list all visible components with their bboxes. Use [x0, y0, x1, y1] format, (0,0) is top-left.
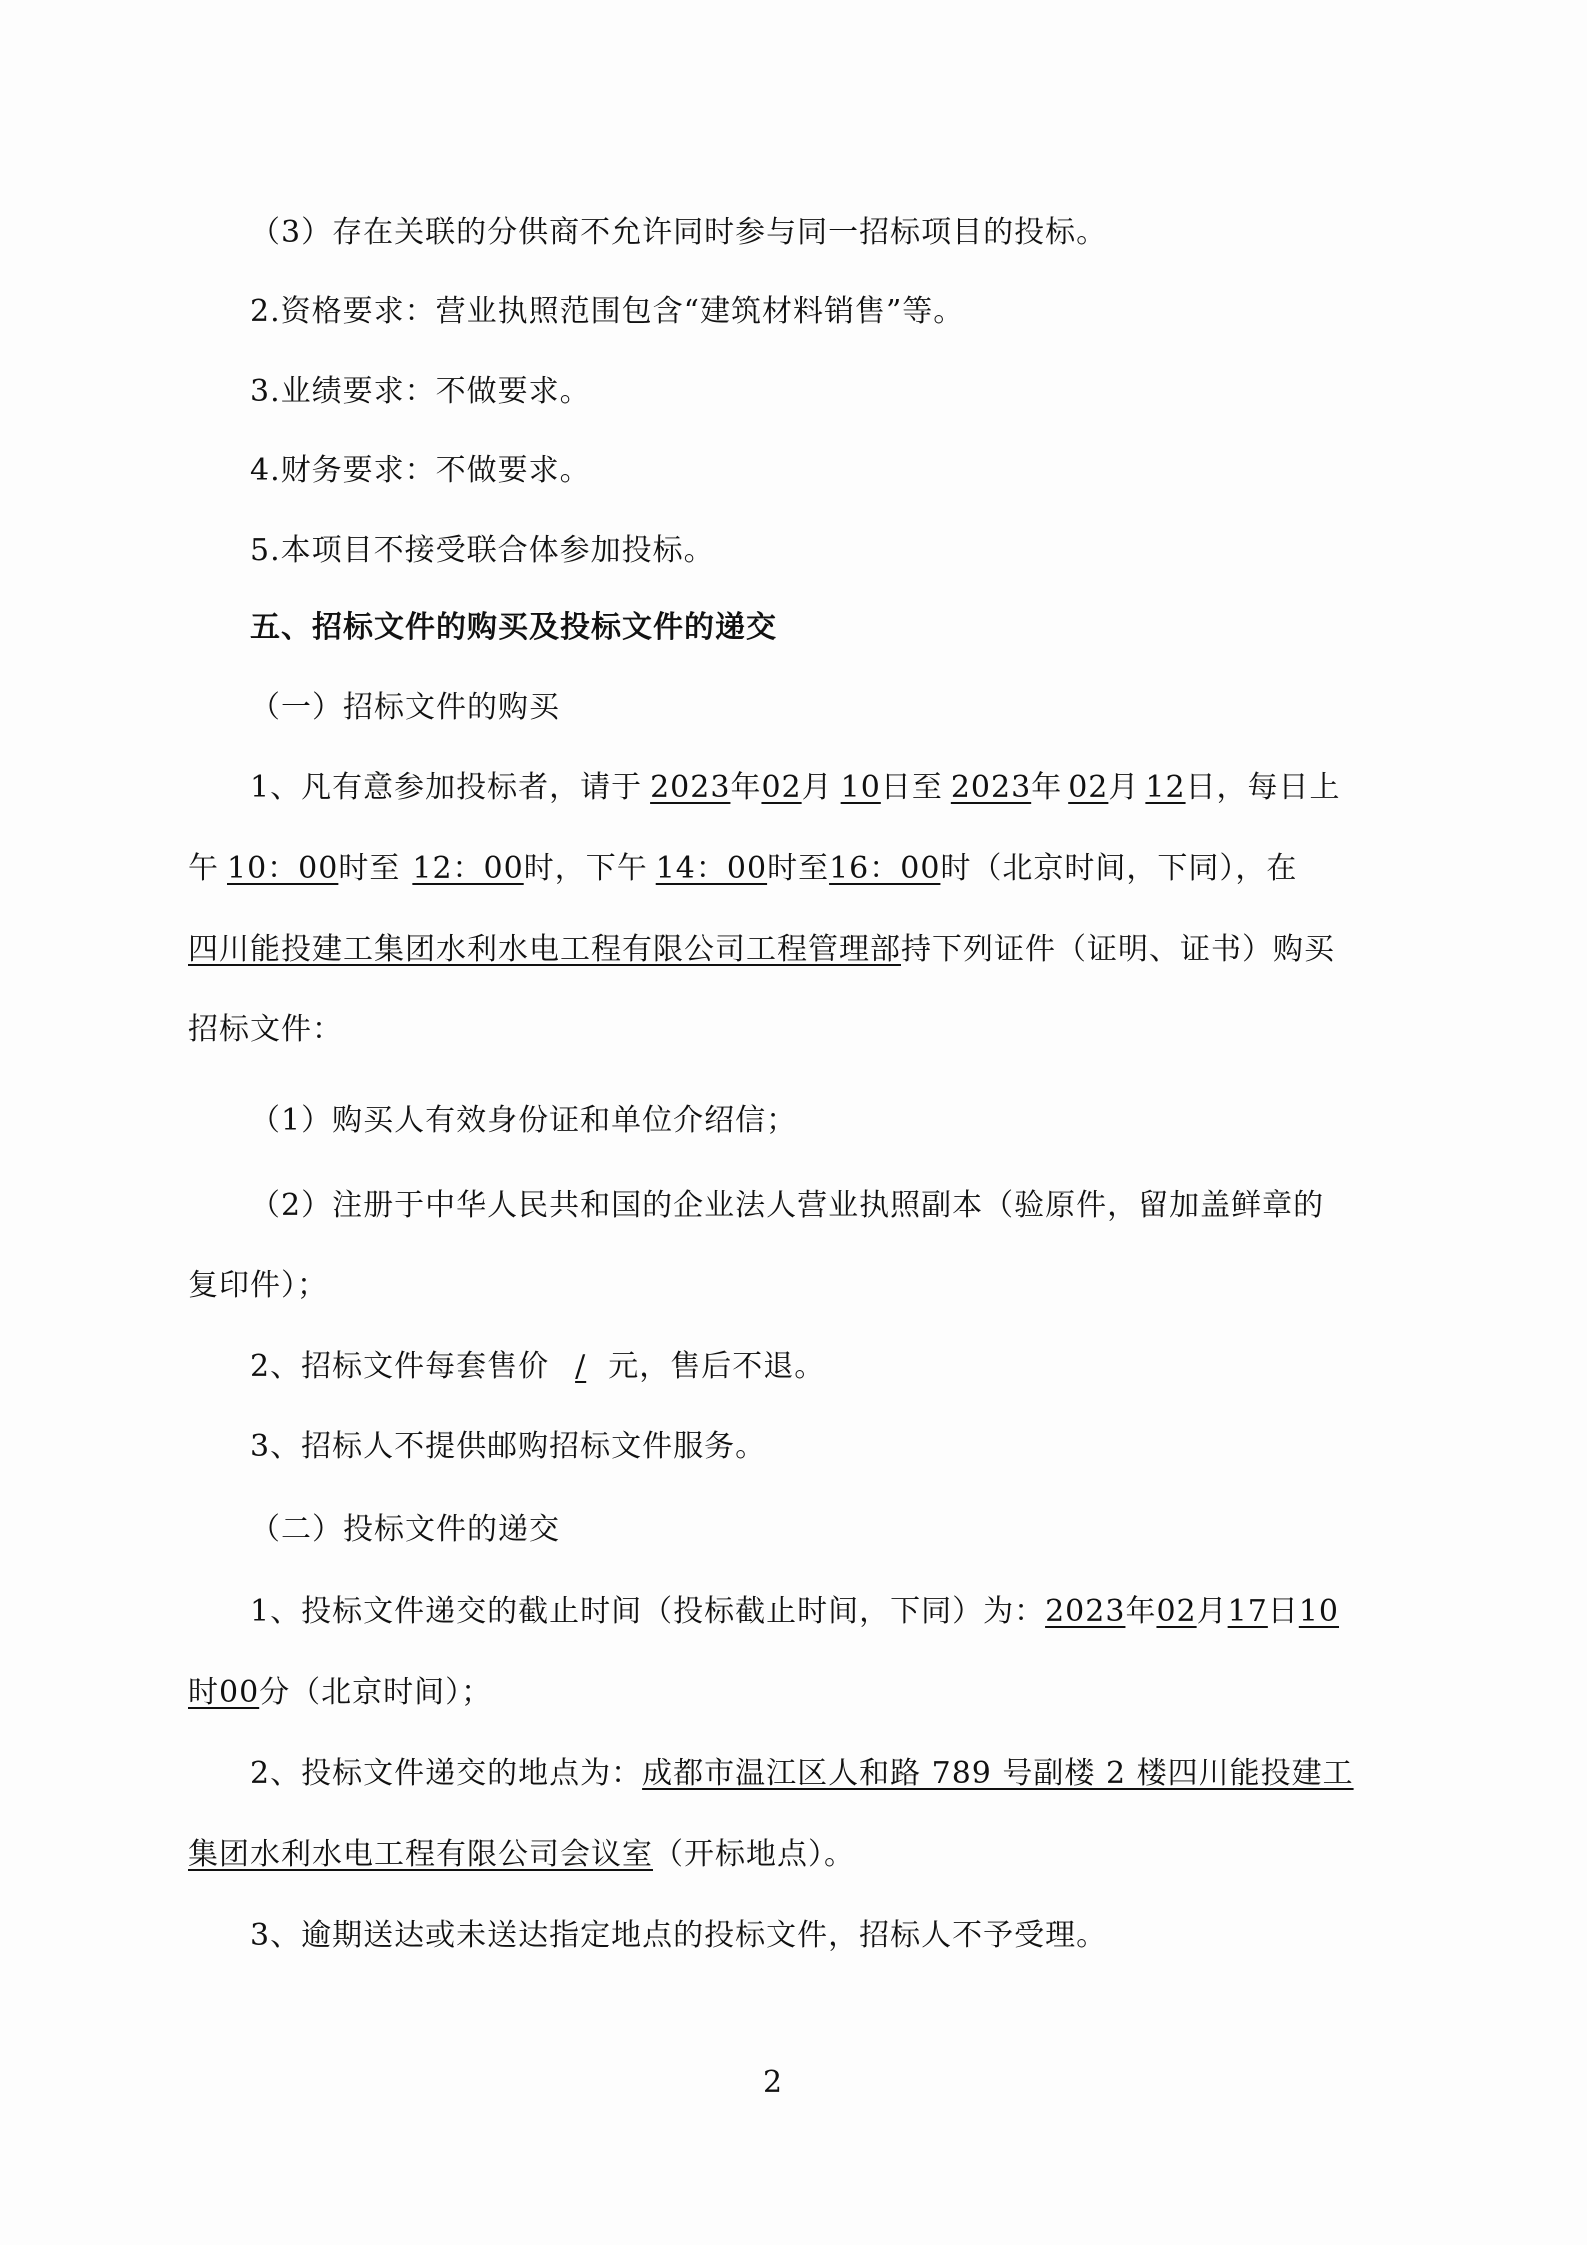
- consortium-requirement: 5.本项目不接受联合体参加投标。: [250, 533, 715, 568]
- submission-location-line-2: [188, 1835, 855, 1875]
- purchase-period-line-1: [250, 768, 1341, 808]
- subsection-heading-purchase: （一）招标文件的购买: [250, 690, 560, 725]
- text-segment: 月: [801, 770, 833, 805]
- text-segment: 日至: [880, 770, 943, 805]
- no-mail-order-service: 3、招标人不提供邮购招标文件服务。: [250, 1429, 767, 1464]
- purchase-period-line-2: [188, 849, 1297, 889]
- underlined-time: 14：00: [655, 851, 768, 886]
- text-segment: （开标地点）。: [653, 1837, 855, 1872]
- text-segment: 午: [188, 851, 219, 886]
- required-document-2-end: 复印件）；: [188, 1268, 328, 1303]
- text-segment: 日: [1267, 1594, 1299, 1629]
- submission-location-line-1: [250, 1754, 1354, 1794]
- underlined-address: 成都市温江区人和路 789 号副楼 2 楼四川能投建工: [642, 1756, 1354, 1791]
- text-segment: 2、招标文件每套售价: [250, 1349, 550, 1384]
- clause-3-related-suppliers: （3）存在关联的分供商不允许同时参与同一招标项目的投标。: [250, 215, 1108, 250]
- text-segment: 元，售后不退。: [608, 1349, 826, 1384]
- underlined-year: 2023: [950, 770, 1032, 805]
- text-segment: 月: [1108, 770, 1140, 805]
- document-price: [250, 1347, 825, 1387]
- underlined-hour-minute: 时00: [188, 1675, 260, 1710]
- text-segment: 1、投标文件递交的截止时间（投标截止时间，下同）为：: [250, 1594, 1046, 1629]
- text-segment: 1、凡有意参加投标者，请于: [250, 770, 643, 805]
- underlined-hour: 10: [1298, 1594, 1340, 1629]
- underlined-time: 12：00: [412, 851, 524, 886]
- text-segment: 时，下午: [523, 851, 648, 886]
- required-document-1: （1）购买人有效身份证和单位介绍信；: [250, 1103, 798, 1138]
- underlined-year: 2023: [1045, 1594, 1126, 1629]
- underlined-year: 2023: [650, 770, 731, 805]
- page-number: 2: [763, 2065, 783, 2100]
- underlined-month: 02: [761, 770, 802, 805]
- subsection-heading-submission: （二）投标文件的递交: [250, 1512, 560, 1547]
- underlined-month: 02: [1156, 1594, 1197, 1629]
- text-segment: 时至: [338, 851, 401, 886]
- submission-deadline-line-2: [188, 1673, 492, 1713]
- financial-requirement: 4.财务要求：不做要求。: [250, 453, 591, 488]
- submission-deadline-line-1: [250, 1592, 1339, 1632]
- required-document-2: （2）注册于中华人民共和国的企业法人营业执照副本（验原件，留加盖鲜章的: [250, 1188, 1325, 1223]
- purchase-location-line-end: 招标文件：: [188, 1012, 343, 1047]
- qualification-requirement: 2.资格要求：营业执照范围包含“建筑材料销售”等。: [250, 294, 965, 329]
- text-segment: 年: [1031, 770, 1063, 805]
- late-submission-rule: 3、逾期送达或未送达指定地点的投标文件，招标人不予受理。: [250, 1918, 1108, 1953]
- text-segment: 持下列证件（证明、证书）购买: [901, 932, 1335, 967]
- text-segment: 2、投标文件递交的地点为：: [250, 1756, 643, 1791]
- underlined-time: 16：00: [829, 851, 941, 886]
- text-segment: 分（北京时间）；: [259, 1675, 493, 1710]
- text-segment: 月: [1196, 1594, 1228, 1629]
- underlined-meeting-room: 集团水利水电工程有限公司会议室: [188, 1837, 653, 1872]
- text-segment: 时（北京时间，下同），在: [940, 851, 1298, 886]
- purchase-location-line: [188, 930, 1335, 970]
- underlined-price: /: [575, 1349, 587, 1384]
- underlined-company-department: 四川能投建工集团水利水电工程有限公司工程管理部: [188, 932, 901, 967]
- text-segment: 年: [1125, 1594, 1157, 1629]
- underlined-day: 12: [1145, 770, 1186, 805]
- underlined-month: 02: [1068, 770, 1109, 805]
- performance-requirement: 3.业绩要求：不做要求。: [250, 374, 591, 409]
- section-heading-five: 五、招标文件的购买及投标文件的递交: [250, 610, 777, 645]
- text-segment: 年: [730, 770, 762, 805]
- underlined-time: 10：00: [227, 851, 339, 886]
- text-segment: 时至: [767, 851, 830, 886]
- text-segment: 日，每日上: [1185, 770, 1341, 805]
- underlined-day: 10: [840, 770, 881, 805]
- underlined-day: 17: [1227, 1594, 1268, 1629]
